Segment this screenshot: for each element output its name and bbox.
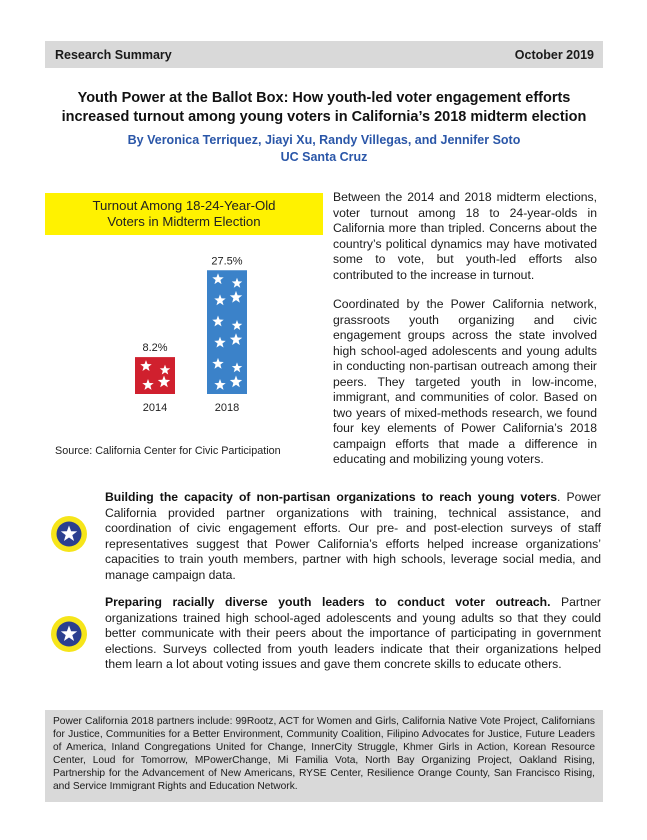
value-label-2018: 27.5% (211, 255, 243, 268)
title-line-2: increased turnout among young voters in California’s 2018 midterm election (61, 109, 587, 125)
author-affiliation: UC Santa Cruz (280, 150, 368, 164)
category-label-2014: 2014 (142, 402, 168, 414)
chart-plot (45, 241, 323, 441)
document-title (45, 89, 603, 127)
chart-source: Source: California Center for Civic Participation (55, 445, 281, 457)
turnout-chart (45, 193, 323, 465)
value-label-2014: 8.2% (142, 342, 168, 355)
chart-title-line-2: Voters in Midterm Election (107, 214, 261, 229)
chart-title (45, 193, 323, 235)
key-element-2-body: Partner organizations trained high school-aged adolescents and young adults so that they could better communicate with their peers about the importance of participating in government elections. Surveys collected from youth leaders indicate that their organizations helped them learn a lot about voting issues and gave them concrete skills to educate others. (105, 595, 601, 671)
authors (45, 132, 603, 166)
intro-paragraph: Between the 2014 and 2018 midterm elections, voter turnout among 18 to 24-year-olds in California more than tripled. Concerns about the country’s political dynamics may have motivated some to vote, but youth-led efforts also contributed to the increase in turnout. (333, 190, 597, 282)
key-element-1-text (105, 490, 601, 583)
star-badge-icon (50, 615, 88, 653)
category-label-2018: 2018 (214, 402, 240, 414)
key-element-2-text (105, 595, 601, 673)
key-element-1-heading: Building the capacity of non-partisan organizations to reach young voters (105, 490, 557, 504)
bar-2018 (207, 270, 247, 394)
chart-title-line-1: Turnout Among 18-24-Year-Old (92, 198, 276, 213)
key-element-1-body: . Power California provided partner organizations with training, technical assistance, and coordination of civic engagement efforts. Our pre- and post-election surveys of staff representatives suggest that Power California’s efforts helped increase organizations’ capacities to train youth members, partner with high schools, leverage social media, and manage campaign data. (105, 490, 601, 582)
title-line-1: Youth Power at the Ballot Box: How youth-led voter engagement efforts (77, 90, 571, 106)
network-paragraph: Coordinated by the Power California network, grassroots youth organizing and civic engagement groups across the state involved high school-aged adolescents and young adults in conducting non-partisan outreach among their peers. They targeted youth in low-income, immigrant, and communities of color. Based on two years of mixed-methods research, we found four key elements of Power California’s 2018 campaign efforts that made a difference in educating and mobilizing young voters. (333, 297, 597, 466)
header-date: October 2019 (514, 47, 594, 62)
header-bar (45, 41, 603, 68)
author-names: By Veronica Terriquez, Jiayi Xu, Randy Villegas, and Jennifer Soto (127, 133, 521, 147)
header-label: Research Summary (55, 47, 172, 62)
partners-box: Power California 2018 partners include: 99Rootz, ACT for Women and Girls, California Native Vote Project, Californians for Justice, Communities for a Better Environment, Community Coalition, Filipino Advocates for Justice, Future Leaders of America, Inland Congregations United for Change, InnerCity Struggle, Khmer Girls in Action, Korean Resource Center, Loud for Tomorrow, MPowerChange, Mi Familia Vota, North Bay Organizing Project, Oakland Rising, Partnership for the Advancement of New Americans, RYSE Center, Resilience Orange County, San Francisco Rising, and Service Immigrant Rights and Education Network. (45, 710, 603, 802)
star-badge-icon (50, 515, 88, 553)
bar-2014 (135, 357, 175, 394)
key-element-2-heading: Preparing racially diverse youth leaders to conduct voter outreach. (105, 595, 551, 609)
